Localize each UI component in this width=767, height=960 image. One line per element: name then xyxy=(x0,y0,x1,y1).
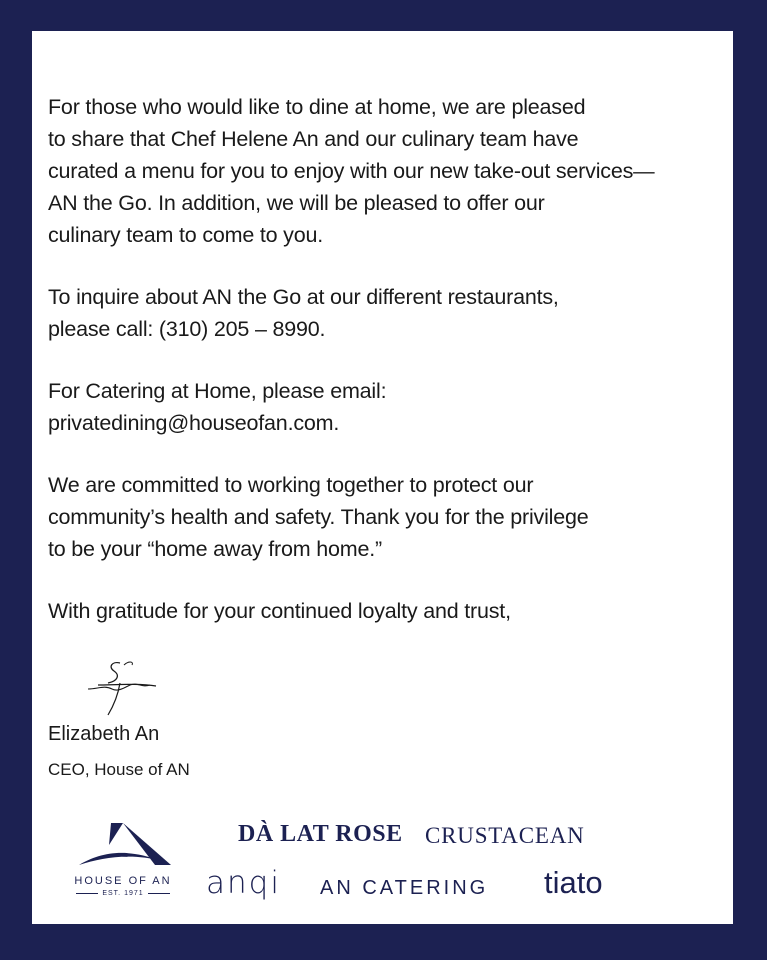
text-line: to be your “home away from home.” xyxy=(48,537,382,561)
anqi-logo: anqi xyxy=(206,865,281,901)
text-line: AN the Go. In addition, we will be pleased to offer our xyxy=(48,191,545,215)
letter-body xyxy=(48,91,728,657)
tiato-logo: tiato xyxy=(544,865,603,900)
text-line: to share that Chef Helene An and our culinary team have xyxy=(48,127,579,151)
email-address: privatedining@houseofan.com. xyxy=(48,411,340,435)
text-line: curated a menu for you to enjoy with our new take-out services— xyxy=(48,159,655,183)
signer-title: CEO, House of AN xyxy=(48,760,190,779)
paragraph-closing xyxy=(48,595,728,627)
crustacean-logo: CRUSTACEAN xyxy=(425,823,585,848)
text-line: For Catering at Home, please email: xyxy=(48,379,387,403)
house-of-an-established: EST. 1971 xyxy=(68,890,178,897)
text-line: please call: (310) 205 – 8990. xyxy=(48,317,326,341)
text-line: With gratitude for your continued loyalty and trust, xyxy=(48,599,511,623)
signer-name: Elizabeth An xyxy=(48,723,160,745)
text-line: community’s health and safety. Thank you for the privilege xyxy=(48,505,589,529)
text-line: For those who would like to dine at home, we are pleased xyxy=(48,95,586,119)
house-of-an-wordmark: HOUSE OF AN xyxy=(74,875,172,887)
handwritten-signature xyxy=(68,655,164,719)
text-line: We are committed to working together to protect our xyxy=(48,473,534,497)
text-line: culinary team to come to you. xyxy=(48,223,324,247)
letter-page xyxy=(32,31,733,924)
paragraph-inquire xyxy=(48,281,728,345)
house-of-an-a-mark-icon xyxy=(73,821,173,869)
an-catering-logo: AN CATERING xyxy=(320,877,489,899)
paragraph-commitment xyxy=(48,469,728,565)
dalat-rose-logo: DÀ LAT ROSE xyxy=(238,821,403,847)
house-of-an-logo xyxy=(68,821,178,901)
paragraph-catering xyxy=(48,375,728,439)
text-line: To inquire about AN the Go at our different restaurants, xyxy=(48,285,559,309)
paragraph-dine-at-home xyxy=(48,91,728,251)
